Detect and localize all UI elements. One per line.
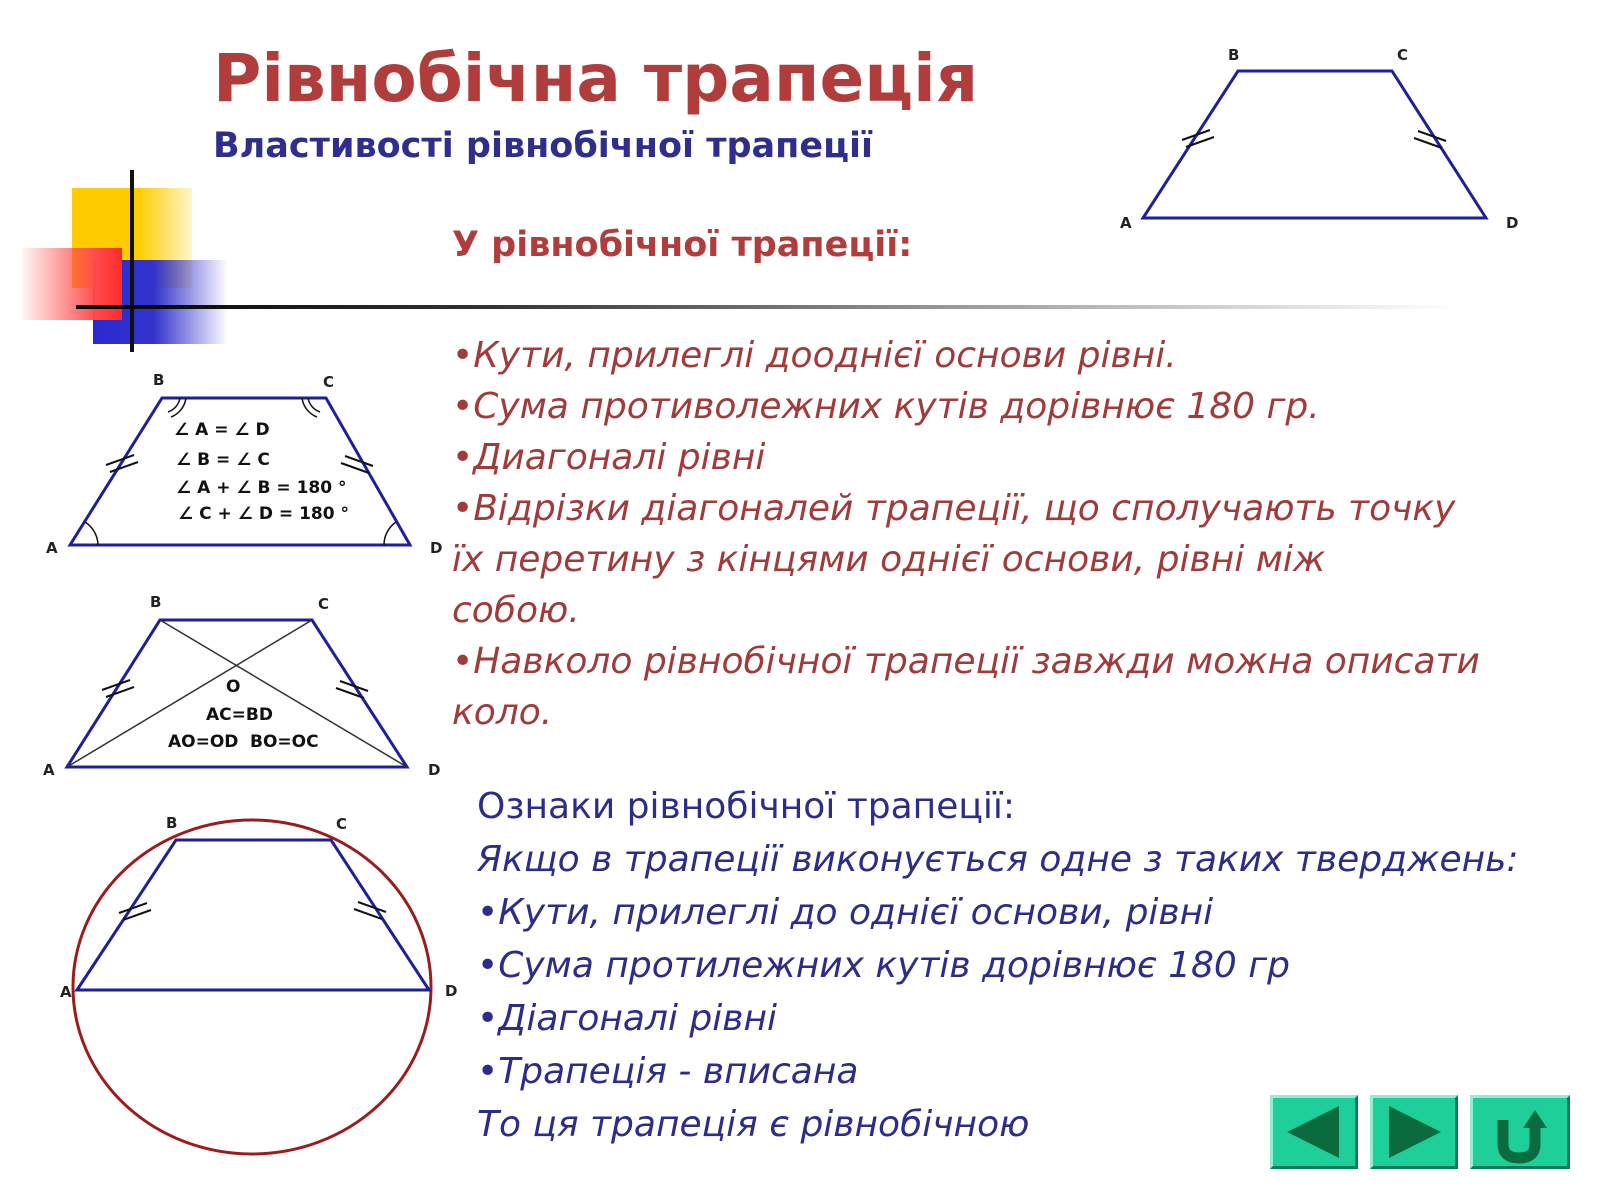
return-button[interactable] (1470, 1095, 1570, 1169)
sign-item: •Діагоналі рівні (477, 998, 778, 1039)
trapezoid-figure-angles (40, 365, 460, 565)
label-a: A (46, 539, 58, 557)
sign-item: •Трапеція - вписана (477, 1051, 859, 1092)
page-subtitle: Властивості рівнобічної трапеції (213, 126, 874, 166)
trapezoid-figure-circle (40, 810, 460, 1170)
arrow-left-icon (1273, 1098, 1355, 1166)
property-item: їх перетину з кінцями однієї основи, рівні між (452, 539, 1326, 580)
label-d: D (1506, 214, 1519, 232)
trapezoid-figure-diagonals (40, 590, 460, 790)
property-item: •Кути, прилеглі дооднієї основи рівні. (452, 335, 1177, 376)
equation-a-b-sum: ∠ A + ∠ B = 180 ° (176, 478, 347, 498)
next-slide-button[interactable] (1370, 1095, 1458, 1169)
sign-item: •Сума протилежних кутів дорівнює 180 гр (477, 945, 1291, 986)
label-a: A (60, 983, 72, 1001)
property-item: •Диагоналі рівні (452, 437, 766, 478)
equation-ao-od: AO=OD (168, 732, 239, 752)
equation-ac-bd: AC=BD (206, 705, 273, 725)
page-title: Рівнобічна трапеція (213, 40, 979, 117)
properties-heading: У рівнобічної трапеції: (452, 225, 913, 265)
label-d: D (430, 539, 443, 557)
equation-a-d: ∠ A = ∠ D (174, 420, 270, 440)
prev-slide-button[interactable] (1270, 1095, 1358, 1169)
label-b: B (166, 814, 178, 832)
label-b: B (150, 593, 162, 611)
label-c: C (1397, 46, 1409, 64)
property-item: •Навколо рівнобічної трапеції завжди можна описати (452, 641, 1480, 682)
decor-vertical-line (130, 170, 134, 352)
property-item: коло. (452, 692, 553, 733)
label-o: O (226, 677, 241, 697)
label-a: A (1120, 214, 1132, 232)
property-item: •Відрізки діагоналей трапеції, що сполучають точку (452, 488, 1456, 529)
label-d: D (428, 761, 441, 779)
decor-red-square (22, 248, 122, 320)
property-item: •Сума противолежних кутів дорівнює 180 гр. (452, 386, 1320, 427)
property-item: собою. (452, 590, 580, 631)
properties-list (452, 330, 1572, 738)
signs-intro: Якщо в трапеції виконується одне з таких тверджень: (477, 839, 1519, 880)
label-d: D (445, 982, 458, 1000)
equation-c-d-sum: ∠ C + ∠ D = 180 ° (178, 504, 349, 524)
signs-title: Ознаки рівнобічної трапеції: (477, 786, 1015, 827)
sign-item: •Кути, прилеглі до однієї основи, рівні (477, 892, 1214, 933)
signs-conclusion: То ця трапеція є рівнобічною (477, 1104, 1030, 1145)
label-c: C (323, 373, 335, 391)
label-a: A (43, 761, 55, 779)
return-icon (1473, 1098, 1567, 1166)
trapezoid-figure-top (1110, 40, 1530, 240)
arrow-right-icon (1373, 1098, 1455, 1166)
label-c: C (318, 595, 330, 613)
label-b: B (153, 371, 165, 389)
equation-bo-oc: BO=OC (250, 732, 319, 752)
label-b: B (1228, 46, 1240, 64)
equation-b-c: ∠ B = ∠ C (176, 450, 270, 470)
horizontal-divider (76, 305, 1456, 309)
label-c: C (336, 815, 348, 833)
